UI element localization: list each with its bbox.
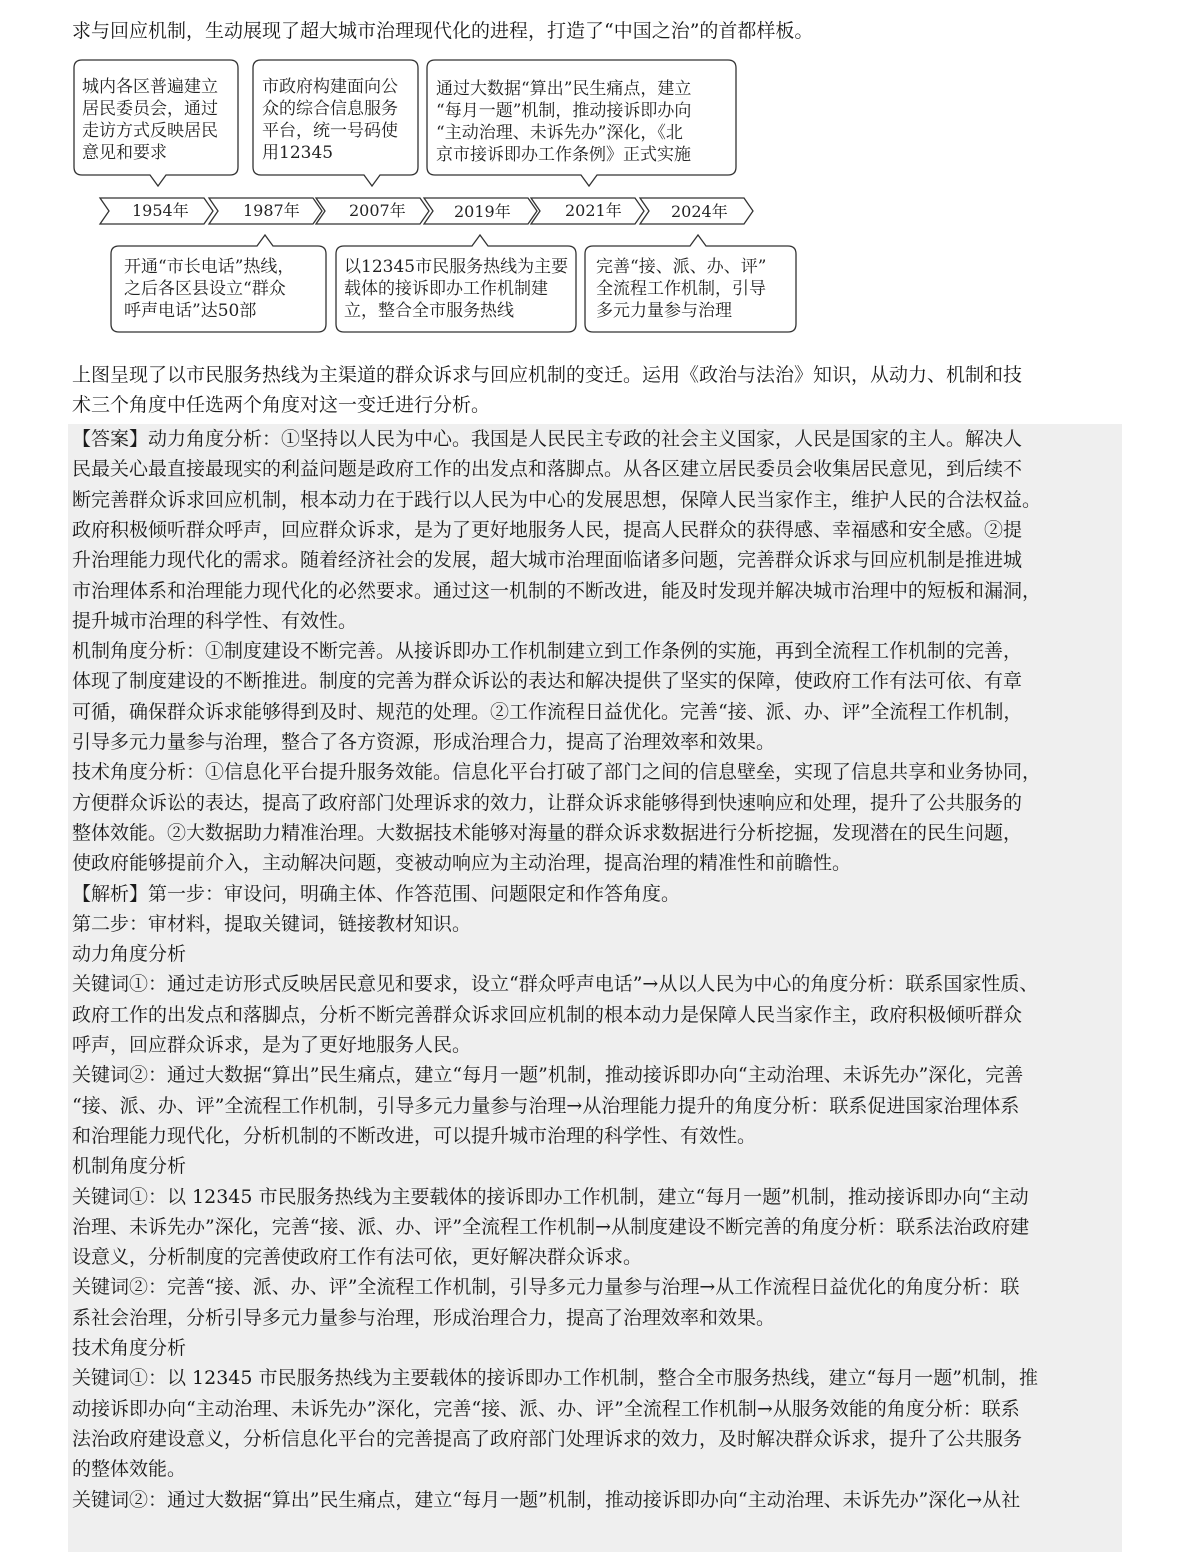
intro-line: 求与回应机制，生动展现了超大城市治理现代化的进程，打造了“中国之治”的首都样板。 [72,20,814,42]
answer-line: 关键词②：完善“接、派、办、评”全流程工作机制，引导多元力量参与治理→从工作流程日益优化的角度分析：联 [72,1276,1020,1299]
bottom-box-3-text: 完善“接、派、办、评” 全流程工作机制，引导 多元力量参与治理 [596,257,767,321]
answer-line: 断完善群众诉求回应机制，根本动力在于践行以人民为中心的发展思想，保障人民当家作主，维护人民的合法权益。 [72,488,1042,511]
answer-line: 使政府能够提前介入，主动解决问题，变被动响应为主动治理，提高治理的精准性和前瞻性。 [72,852,852,875]
year-label: 2019年 [454,202,511,221]
answer-line: 可循，确保群众诉求能够得到及时、规范的处理。②工作流程日益优化。完善“接、派、办、评”全流程工作机制， [72,700,1023,723]
year-label: 2024年 [671,202,728,221]
answer-line: 关键词②：通过大数据“算出”民生痛点，建立“每月一题”机制，推动接诉即办向“主动治理、未诉先办”深化→从社 [72,1488,1021,1511]
answer-line: 动力角度分析 [72,943,187,966]
answer-line: 法治政府建设意义，分析信息化平台的完善提高了政府部门处理诉求的效力，及时解决群众诉求，提升了公共服务 [72,1427,1023,1450]
answer-line: 和治理能力现代化，分析机制的不断改进，可以提升城市治理的科学性、有效性。 [72,1124,757,1147]
answer-line: 方便群众诉讼的表达，提高了政府部门处理诉求的效力，让群众诉求能够得到快速响应和处理，提升了公共服务的 [72,791,1023,814]
year-label: 2021年 [565,201,622,220]
answer-line: 动接诉即办向“主动治理、未诉先办”深化，完善“接、派、办、评”全流程工作机制→从服务效能的角度分析：联系 [72,1397,1020,1420]
answer-line: 体现了制度建设的不断推进。制度的完善为群众诉讼的表达和解决提供了坚实的保障，使政府工作有法可依、有章 [72,670,1023,693]
answer-line: 呼声，回应群众诉求，是为了更好地服务人民。 [72,1034,472,1056]
answer-line: 第二步：审材料，提取关键词，链接教材知识。 [72,912,472,935]
answer-line: 政府积极倾听群众呼声，回应群众诉求，是为了更好地服务人民，提高人民群众的获得感、幸福感和安全感。②提 [72,518,1023,541]
top-box-1-text: 城内各区普遍建立 居民委员会，通过 走访方式反映居民 意见和要求 [82,77,218,163]
answer-line: 系社会治理，分析引导多元力量参与治理，形成治理合力，提高了治理效率和效果。 [72,1306,776,1329]
answer-line: 关键词①：通过走访形式反映居民意见和要求，设立“群众呼声电话”→从以人民为中心的角度分析：联系国家性质、 [72,973,1039,996]
answer-line: 技术角度分析：①信息化平台提升服务效能。信息化平台打破了部门之间的信息壁垒，实现了信息共享和业务协同， [72,761,1042,784]
question-line: 上图呈现了以市民服务热线为主渠道的群众诉求与回应机制的变迁。运用《政治与法治》知识，从动力、机制和技 [72,364,1023,386]
answer-line: 民最关心最直接最现实的利益问题是政府工作的出发点和落脚点。从各区建立居民委员会收集居民意见，到后续不 [72,458,1023,481]
answer-line: 政府工作的出发点和落脚点，分析不断完善群众诉求回应机制的根本动力是保障人民当家作主，政府积极倾听群众 [72,1003,1023,1026]
year-label: 1987年 [243,201,300,220]
bottom-box-1-text: 开通“市长电话”热线， 之后各区县设立“群众 呼声电话”达50部 [124,257,295,321]
top-box-2-text: 市政府构建面向公 众的综合信息服务 平台，统一号码使 用12345 [262,77,398,163]
top-box-3-text: 通过大数据“算出”民生痛点，建立 “每月一题”机制，推动接诉即办向 “主动治理、未诉先办”深化，《北 京市接诉即办工作条例》正式实施 [436,79,692,165]
answer-line: 升治理能力现代化的需求。随着经济社会的发展，超大城市治理面临诸多问题，完善群众诉求与回应机制是推进城 [72,549,1023,572]
answer-line: 治理、未诉先办”深化，完善“接、派、办、评”全流程工作机制→从制度建设不断完善的角度分析：联系法治政府建 [72,1215,1030,1238]
answer-line: 整体效能。②大数据助力精准治理。大数据技术能够对海量的群众诉求数据进行分析挖掘，发现潜在的民生问题， [72,821,1023,844]
year-label: 2007年 [349,201,406,220]
answer-line: 关键词②：通过大数据“算出”民生痛点，建立“每月一题”机制，推动接诉即办向“主动治理、未诉先办”深化，完善 [72,1064,1024,1087]
answer-line: 的整体效能。 [72,1458,187,1481]
year-label: 1954年 [132,201,189,220]
answer-line: 引导多元力量参与治理，整合了各方资源，形成治理合力，提高了治理效率和效果。 [72,731,776,753]
answer-line: 【解析】第一步：审设问，明确主体、作答范围、问题限定和作答角度。 [72,882,681,905]
answer-line: 技术角度分析 [72,1337,187,1359]
answer-line: 提升城市治理的科学性、有效性。 [72,609,358,632]
answer-line: 关键词①：以 12345 市民服务热线为主要载体的接诉即办工作机制，建立“每月一题”机制，推动接诉即办向“主动 [72,1185,1029,1208]
answer-line: 机制角度分析 [72,1155,187,1178]
answer-line: 市治理体系和治理能力现代化的必然要求。通过这一机制的不断改进，能及时发现并解决城市治理中的短板和漏洞， [72,579,1042,602]
answer-line: 关键词①：以 12345 市民服务热线为主要载体的接诉即办工作机制，整合全市服务热线，建立“每月一题”机制，推 [72,1367,1038,1390]
answer-line: 机制角度分析：①制度建设不断完善。从接诉即办工作机制建立到工作条例的实施，再到全流程工作机制的完善， [72,640,1023,663]
question-line: 术三个角度中任选两个角度对这一变迁进行分析。 [72,394,491,416]
answer-line: “接、派、办、评”全流程工作机制，引导多元力量参与治理→从治理能力提升的角度分析：联系促进国家治理体系 [72,1094,1020,1117]
bottom-box-2-text: 以12345市民服务热线为主要 载体的接诉即办工作机制建 立，整合全市服务热线 [344,257,569,321]
answer-line: 【答案】动力角度分析：①坚持以人民为中心。我国是人民民主专政的社会主义国家，人民是国家的主人。解决人 [72,428,1023,450]
answer-line: 设意义，分析制度的完善使政府工作有法可依，更好解决群众诉求。 [72,1246,643,1269]
